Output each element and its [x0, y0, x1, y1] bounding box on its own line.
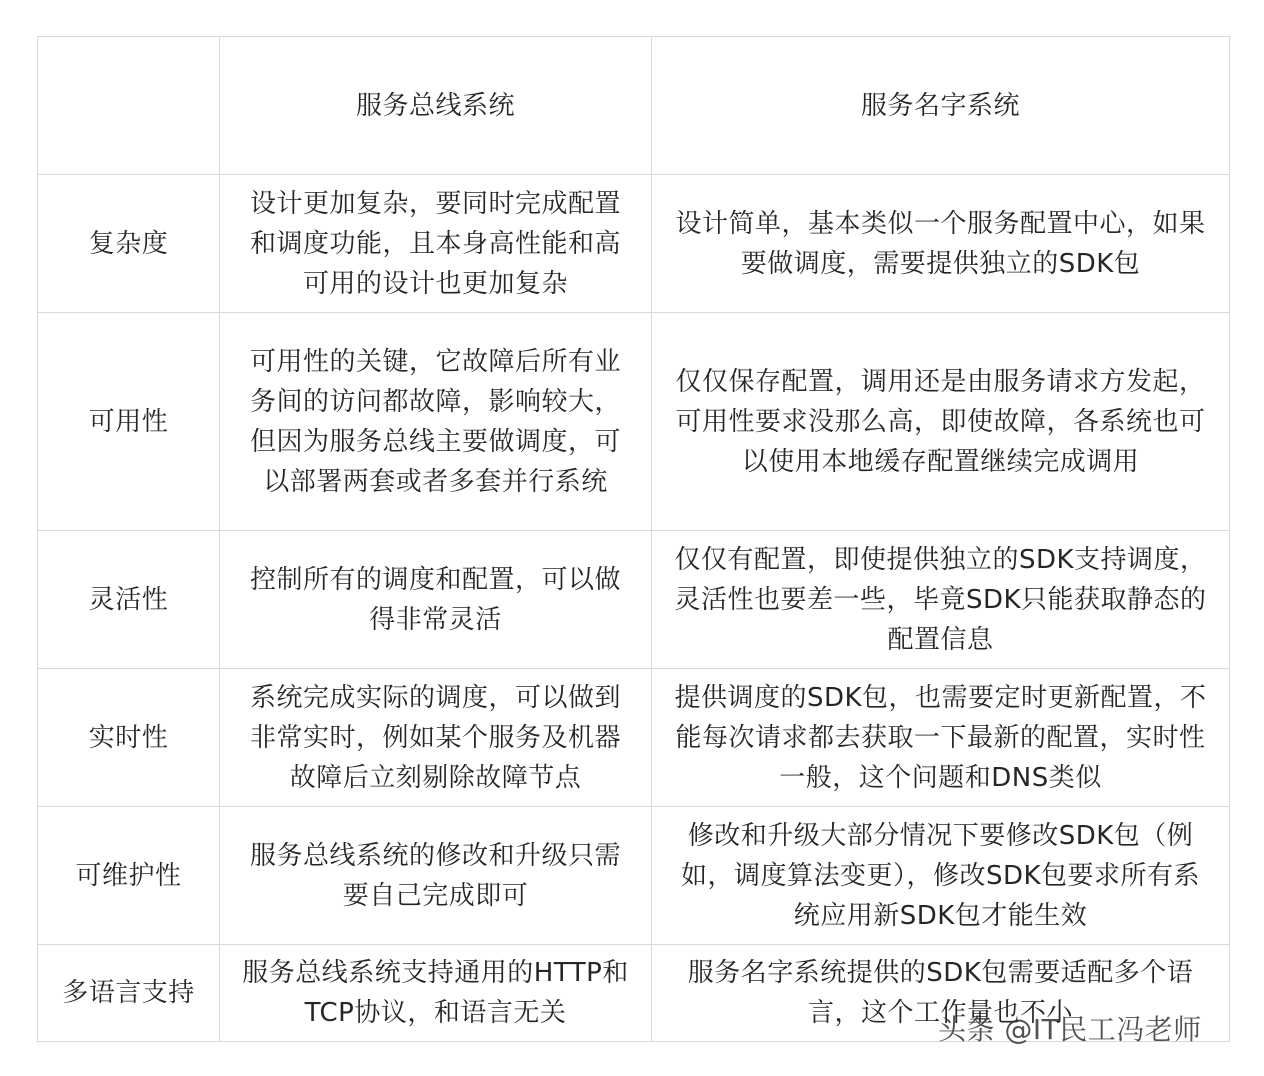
cell-naming-flexibility: 仅仅有配置，即使提供独立的SDK支持调度，灵活性也要差一些，毕竟SDK只能获取静态的配置信息 [652, 531, 1230, 669]
row-header-availability: 可用性 [38, 313, 220, 531]
cell-naming-maintainability: 修改和升级大部分情况下要修改SDK包（例如，调度算法变更），修改SDK包要求所有系统应用新SDK包才能生效 [652, 807, 1230, 945]
table-row [38, 175, 1230, 313]
row-header-flexibility: 灵活性 [38, 531, 220, 669]
row-header-complexity: 复杂度 [38, 175, 220, 313]
cell-bus-multilanguage: 服务总线系统支持通用的HTTP和TCP协议，和语言无关 [220, 945, 652, 1042]
table-row [38, 669, 1230, 807]
comparison-table [37, 36, 1230, 1042]
row-header-realtime: 实时性 [38, 669, 220, 807]
cell-bus-flexibility: 控制所有的调度和配置，可以做得非常灵活 [220, 531, 652, 669]
cell-bus-availability: 可用性的关键，它故障后所有业务间的访问都故障，影响较大，但因为服务总线主要做调度，可以部署两套或者多套并行系统 [220, 313, 652, 531]
header-cell-service-bus: 服务总线系统 [220, 37, 652, 175]
row-header-maintainability: 可维护性 [38, 807, 220, 945]
cell-bus-realtime: 系统完成实际的调度，可以做到非常实时，例如某个服务及机器故障后立刻剔除故障节点 [220, 669, 652, 807]
cell-naming-multilanguage: 服务名字系统提供的SDK包需要适配多个语言，这个工作量也不小 [652, 945, 1230, 1042]
header-cell-naming-system: 服务名字系统 [652, 37, 1230, 175]
table-row [38, 313, 1230, 531]
row-header-multilanguage: 多语言支持 [38, 945, 220, 1042]
watermark: 头条 @IT民工冯老师 [938, 1013, 1202, 1046]
header-row [38, 37, 1230, 175]
table-row [38, 807, 1230, 945]
table-row [38, 531, 1230, 669]
cell-naming-availability: 仅仅保存配置，调用还是由服务请求方发起，可用性要求没那么高，即使故障，各系统也可以使用本地缓存配置继续完成调用 [652, 313, 1230, 531]
cell-bus-complexity: 设计更加复杂，要同时完成配置和调度功能，且本身高性能和高可用的设计也更加复杂 [220, 175, 652, 313]
header-cell-empty [38, 37, 220, 175]
cell-bus-maintainability: 服务总线系统的修改和升级只需要自己完成即可 [220, 807, 652, 945]
cell-naming-realtime: 提供调度的SDK包，也需要定时更新配置，不能每次请求都去获取一下最新的配置，实时性一般，这个问题和DNS类似 [652, 669, 1230, 807]
cell-naming-complexity: 设计简单，基本类似一个服务配置中心，如果要做调度，需要提供独立的SDK包 [652, 175, 1230, 313]
